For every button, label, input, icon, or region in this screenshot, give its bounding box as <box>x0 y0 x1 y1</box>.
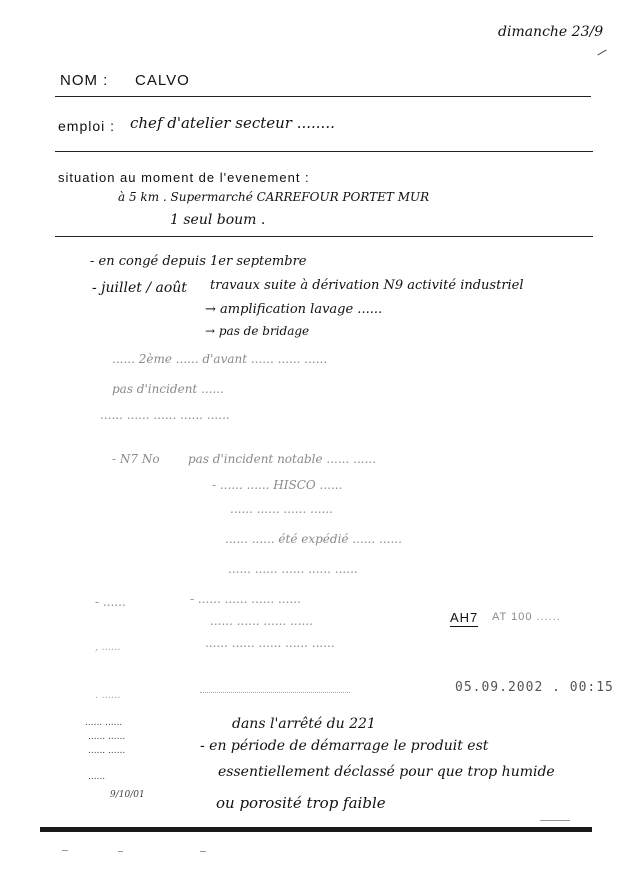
note-line-15: ...... ...... ...... ...... ...... <box>205 636 335 650</box>
emploi-label: emploi : <box>58 118 116 134</box>
emploi-value: chef d'atelier secteur ........ <box>130 114 335 132</box>
note-line-12: ...... ...... ...... ...... ...... <box>228 562 358 576</box>
note-line-2b: travaux suite à dérivation N9 activité industriel <box>210 278 524 293</box>
margin-note-3: ...... ...... <box>85 718 123 728</box>
situation-line-1: à 5 km . Supermarché CARREFOUR PORTET MUR <box>118 190 430 204</box>
margin-note-2: . ...... <box>95 690 121 701</box>
scan-speck <box>540 820 570 821</box>
note-line-4: → pas de bridage <box>205 324 310 338</box>
note-line-6: pas d'incident ...... <box>112 382 224 396</box>
margin-note-5: ...... ...... <box>88 746 126 756</box>
date-header: dimanche 23/9 <box>498 24 604 40</box>
margin-note-7: 9/10/01 <box>110 790 145 800</box>
situation-line-2: 1 seul boum . <box>170 212 266 228</box>
note-line-3: → amplification lavage ...... <box>205 302 383 317</box>
date-tick-mark <box>597 50 606 56</box>
note-line-10: ...... ...... ...... ...... <box>230 502 333 516</box>
note-faint-line <box>200 692 350 693</box>
note-line-13b: - ...... ...... ...... ...... <box>190 592 301 606</box>
note-line-17: - en période de démarrage le produit est <box>200 738 489 754</box>
margin-note-6: ...... <box>88 772 106 782</box>
note-line-14b: AT 100 ...... <box>492 611 561 623</box>
divider-rule-1 <box>55 96 591 97</box>
note-line-9: - ...... ...... HISCO ...... <box>212 478 343 492</box>
note-line-11: ...... ...... été expédié ...... ...... <box>225 532 402 546</box>
divider-rule-2 <box>55 151 593 152</box>
note-line-7: ...... ...... ...... ...... ...... <box>100 408 230 422</box>
note-line-13a: - ...... <box>95 595 126 609</box>
note-line-19: ou porosité trop faible <box>216 794 386 812</box>
margin-note-4: ...... ...... <box>88 732 126 742</box>
margin-note-1: , ...... <box>95 642 121 653</box>
date-stamp: 05.09.2002 . 00:15 <box>455 680 614 695</box>
bottom-scan-bar <box>40 827 592 832</box>
note-line-1: - en congé depuis 1er septembre <box>90 254 307 269</box>
note-line-14a: ...... ...... ...... ...... <box>210 614 313 628</box>
note-line-14-code: AH7 <box>450 610 479 625</box>
note-line-8a: - N7 No <box>112 452 160 466</box>
scan-speck <box>200 851 206 852</box>
note-line-18: essentiellement déclassé pour que trop humide <box>218 764 555 780</box>
note-line-2a: - juillet / août <box>92 280 187 296</box>
nom-value: CALVO <box>135 72 190 89</box>
scan-speck <box>62 850 68 851</box>
nom-label: NOM : <box>60 72 109 89</box>
scan-speck <box>118 851 123 852</box>
note-line-16: dans l'arrêté du 221 <box>232 716 376 732</box>
divider-rule-3 <box>55 236 593 237</box>
note-line-5: ...... 2ème ...... d'avant ...... ...... ...... <box>112 352 328 366</box>
situation-label: situation au moment de l'evenement : <box>58 170 310 185</box>
note-line-8b: pas d'incident notable ...... ...... <box>188 452 377 466</box>
